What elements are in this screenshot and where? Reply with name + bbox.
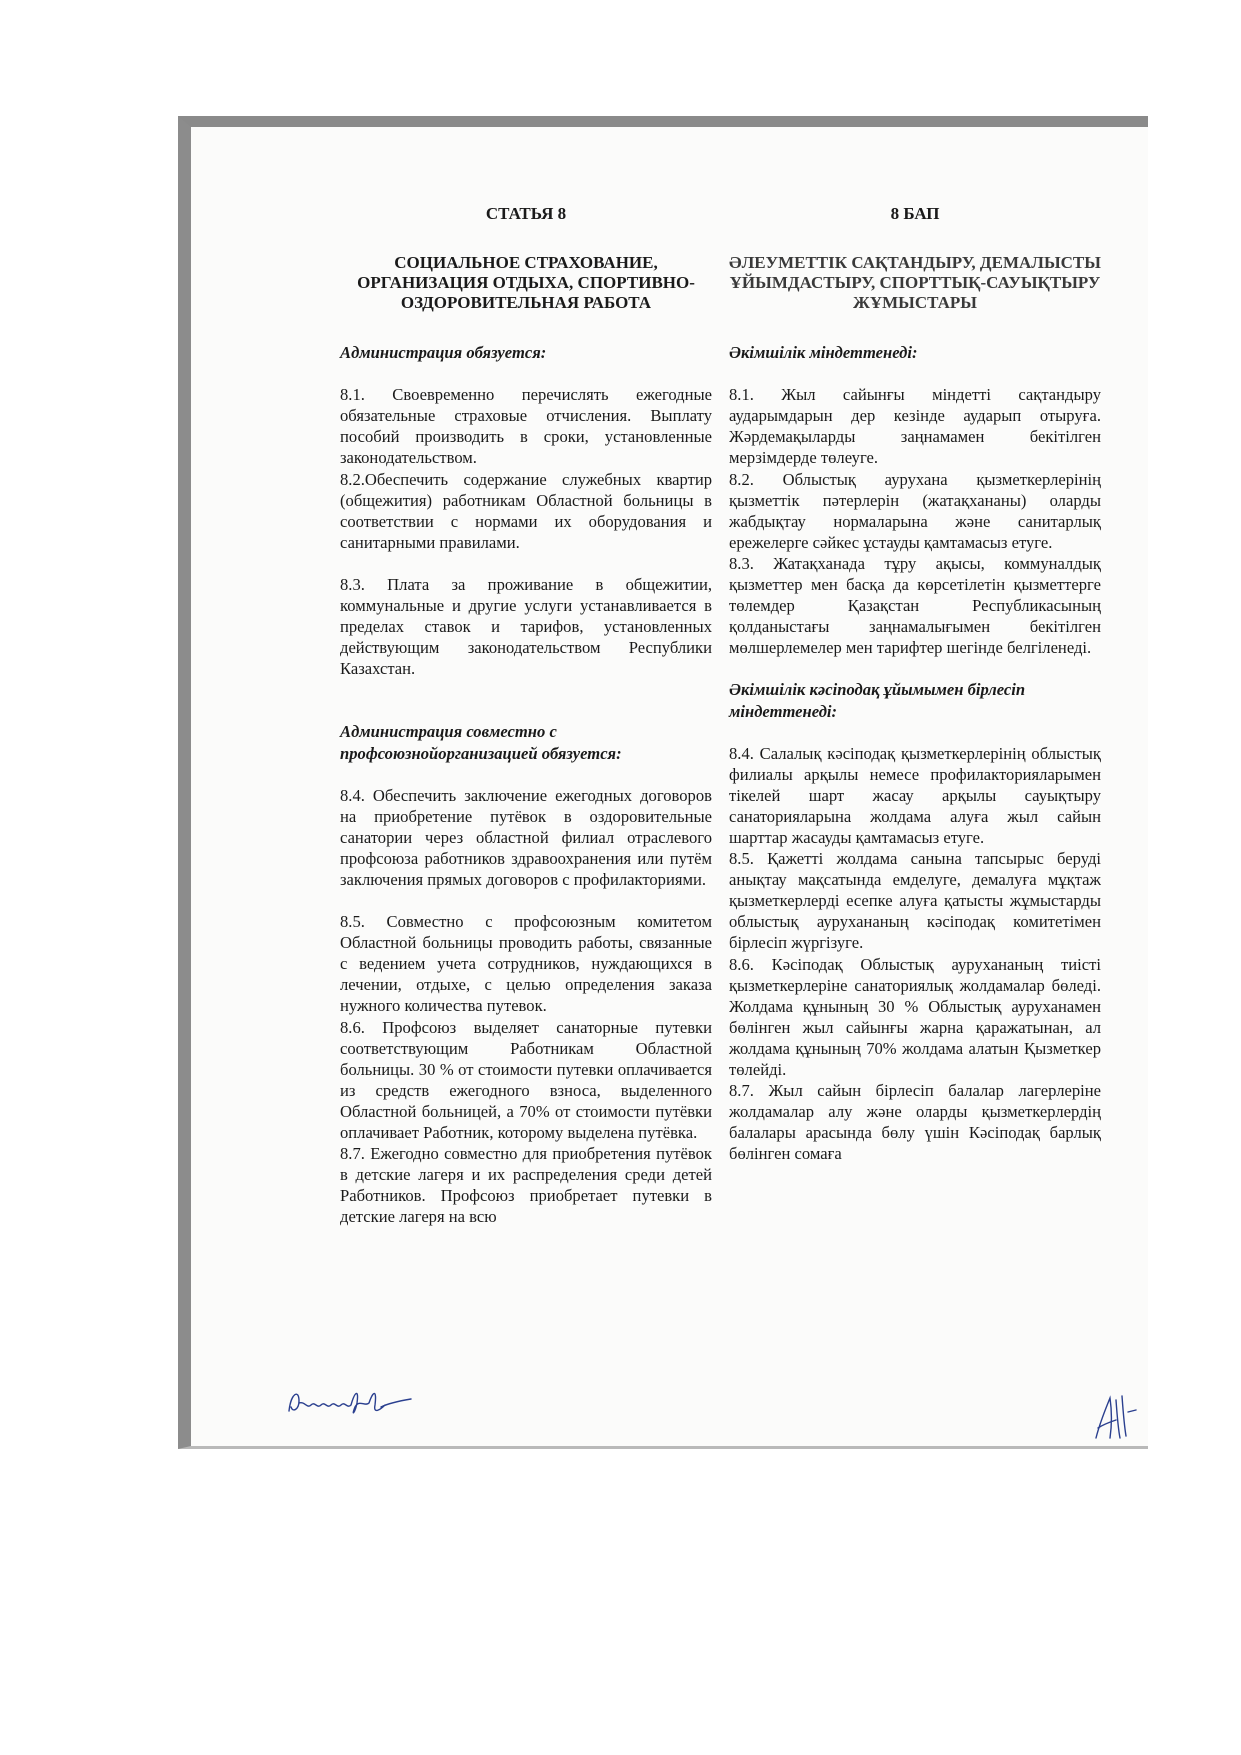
article-number-ru: СТАТЬЯ 8 bbox=[485, 204, 567, 223]
clause-8-1-ru: 8.1. Своевременно перечислять ежегодные обязательные страховые отчисления. Выплату пособий производить в сроки, установленные законодательством. bbox=[340, 385, 712, 468]
article-title-kz: ӘЛЕУМЕТТІК САҚТАНДЫРУ, ДЕМАЛЫСТЫ ҰЙЫМДАСТЫРУ, СПОРТТЫҚ-САУЫҚТЫРУ ЖҰМЫСТАРЫ bbox=[729, 253, 1101, 313]
handwritten-signature-icon bbox=[285, 1383, 415, 1421]
clause-8-4-kz: 8.4. Салалық кәсіподақ қызметкерлерінің облыстық филиалы арқылы немесе профилакторияларымен тікелей шарт жасау арқылы сауықтыру санаторияларына жолдама алуға жыл сайын шарттар жасауды қамтамасыз етуге. bbox=[729, 743, 1101, 847]
clause-8-6-ru: 8.6. Профсоюз выделяет санаторные путевки соответствующим Работникам Областной больницы. 30 % от стоимости путевки оплачивается из средств ежегодного взноса, выделенного Областной больницей, а 70% от стоимости путёвки оплачивает Работник, которому выделена путёвка. bbox=[340, 1017, 712, 1142]
clause-8-6-kz: 8.6. Кәсіподақ Облыстық аурухананың тиісті қызметкерлеріне санаториялық жолдамалар бөледі. Жолдама құнының 30 % Облыстық ауруханамен бөлінген жыл сайынғы жарна қаражатынан, ал жолдама құнының 70% жолдама алатын Қызметкер төлейді. bbox=[729, 954, 1101, 1079]
heading-admin-kz: Әкімшілік міндеттенеді: bbox=[729, 343, 918, 363]
russian-column bbox=[340, 203, 712, 1227]
heading-joint-ru: Администрация совместно с профсоюзнойорганизацией обязуется: bbox=[340, 722, 622, 763]
clause-8-4-ru: 8.4. Обеспечить заключение ежегодных договоров на приобретение путёвок в оздоровительные санатории через областной филиал отраслевого профсоюза работников здравоохранения или путём заключения прямых договоров с профилакториями. bbox=[340, 785, 712, 889]
kazakh-column bbox=[729, 203, 1101, 1164]
heading-admin-ru: Администрация обязуется: bbox=[340, 343, 547, 363]
article-title-ru: СОЦИАЛЬНОЕ СТРАХОВАНИЕ, ОРГАНИЗАЦИЯ ОТДЫХА, СПОРТИВНО-ОЗДОРОВИТЕЛЬНАЯ РАБОТА bbox=[357, 253, 695, 313]
clause-8-3-kz: 8.3. Жатақханада тұру ақысы, коммуналдық қызметтер мен басқа да көрсетілетін қызметтерге төлемдер Қазақстан Республикасының қолданыстағы заңнамалығымен бекітілген мөлшерлемелер мен тарифтер шегінде белгіленеді. bbox=[729, 553, 1101, 658]
heading-joint-kz: Әкімшілік кәсіподақ ұйымымен бірлесіп міндеттенеді: bbox=[729, 680, 1026, 721]
clause-8-2-kz: 8.2. Облыстық аурухана қызметкерлерінің қызметтік пәтерлерін (жатақхананы) оларды жабдықтау нормаларына және санитарлық ережелерге сәйкес ұстауды қамтамасыз етуге. bbox=[729, 469, 1101, 552]
clause-8-1-kz: 8.1. Жыл сайынғы міндетті сақтандыру аударымдарын дер кезінде аударып отыруға. Жәрдемақыларды заңнамамен бекітілген мерзімдерде төлеуге. bbox=[729, 385, 1101, 468]
handwritten-initials-icon bbox=[1090, 1388, 1140, 1444]
clause-8-3-ru: 8.3. Плата за проживание в общежитии, коммунальные и другие услуги устанавливается в пределах ставок и тарифов, установленных действующим законодательством Республики Казахстан. bbox=[340, 574, 712, 679]
article-number-kz: 8 БАП bbox=[890, 204, 940, 223]
clause-8-5-kz: 8.5. Қажетті жолдама санына тапсырыс беруді анықтау мақсатында емделуге, демалуға мұқтаж қызметкерлерді есепке алуға қатысты жұмыстарды облыстық аурухананың кәсіподақ комитетімен бірлесіп жүргізуге. bbox=[729, 849, 1101, 953]
clause-8-7-kz: 8.7. Жыл сайын бірлесіп балалар лагерлеріне жолдамалар алу және оларды қызметкерлердің балалары арасында бөлу үшін Кәсіподақ барлық бөлінген сомаға bbox=[729, 1081, 1101, 1164]
clause-8-7-ru: 8.7. Ежегодно совместно для приобретения путёвок в детские лагеря и их распределения среди детей Работников. Профсоюз приобретает путевки в детские лагеря на всю bbox=[340, 1144, 712, 1227]
clause-8-2-ru: 8.2.Обеспечить содержание служебных квартир (общежития) работникам Областной больницы в соответствии с нормами их оборудования и санитарными правилами. bbox=[340, 469, 712, 552]
clause-8-5-ru: 8.5. Совместно с профсоюзным комитетом Областной больницы проводить работы, связанные с ведением учета сотрудников, нуждающихся в лечении, отдыхе, с целью определения заказа нужного количества путевок. bbox=[340, 912, 712, 1016]
